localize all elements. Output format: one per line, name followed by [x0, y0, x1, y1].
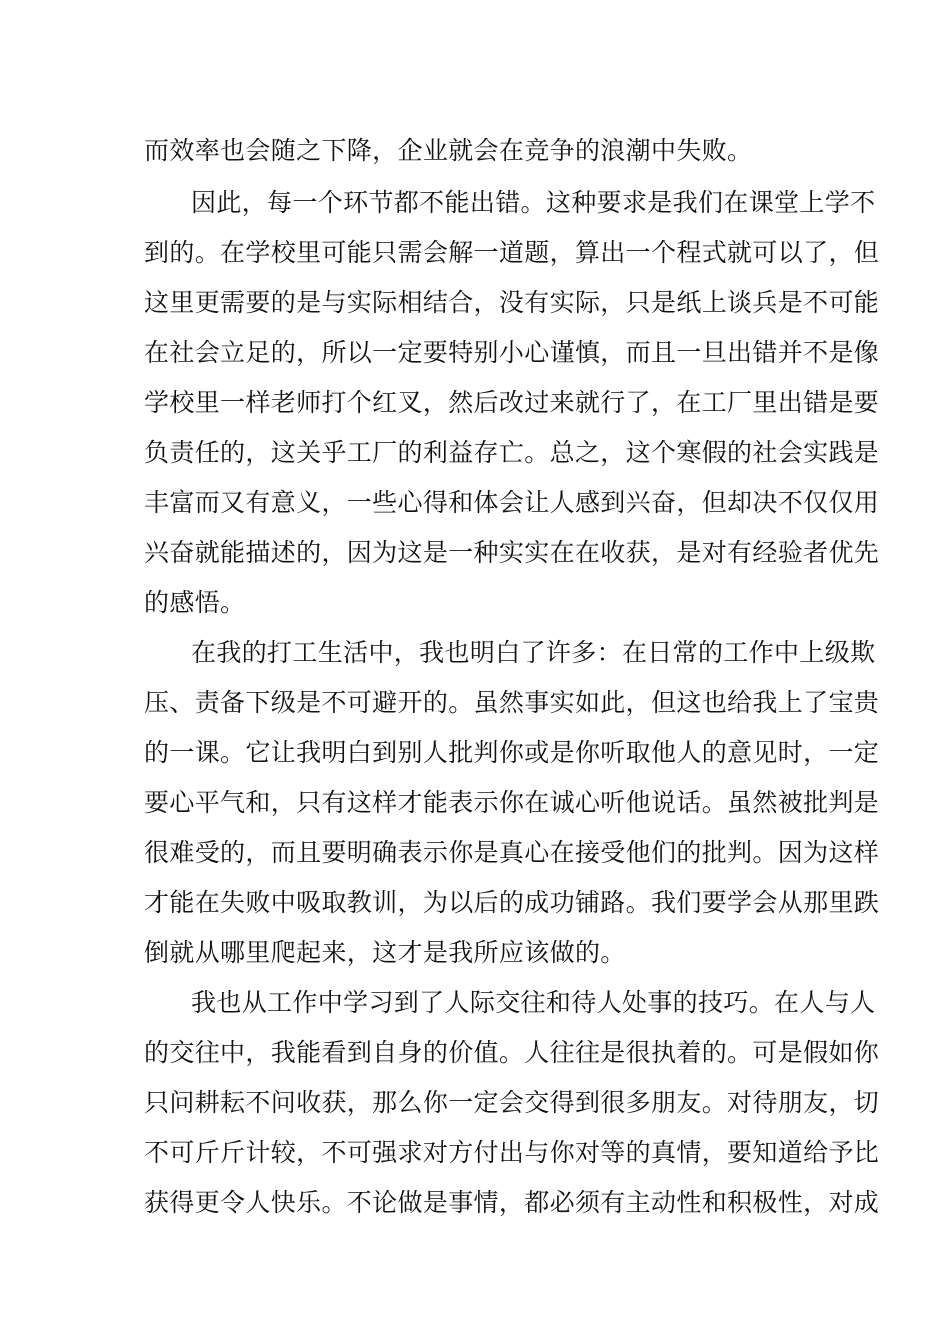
text-line: 到的。在学校里可能只需会解一道题，算出一个程式就可以了，但: [144, 238, 880, 267]
text-line: 倒就从哪里爬起来，这才是我所应该做的。: [144, 938, 626, 967]
text-line: 在社会立足的，所以一定要特别小心谨慎，而且一旦出错并不是像: [144, 338, 880, 367]
text-line: 这里更需要的是与实际相结合，没有实际，只是纸上谈兵是不可能: [144, 288, 880, 317]
text-line: 的一课。它让我明白到别人批判你或是你听取他人的意见时，一定: [144, 738, 880, 767]
paragraph-first-line: 因此，每一个环节都不能出错。这种要求是我们在课堂上学不: [191, 188, 876, 217]
text-line: 压、责备下级是不可避开的。虽然事实如此，但这也给我上了宝贵: [144, 688, 880, 717]
paragraph-first-line: 在我的打工生活中，我也明白了许多：在日常的工作中上级欺: [191, 638, 876, 667]
text-line: 很难受的，而且要明确表示你是真心在接受他们的批判。因为这样: [144, 838, 880, 867]
paragraph-first-line: 我也从工作中学习到了人际交往和待人处事的技巧。在人与人: [191, 988, 876, 1017]
text-line: 的感悟。: [144, 588, 246, 617]
text-line: 才能在失败中吸取教训，为以后的成功铺路。我们要学会从那里跌: [144, 888, 880, 917]
text-line: 丰富而又有意义，一些心得和体会让人感到兴奋，但却决不仅仅用: [144, 488, 880, 517]
text-line: 学校里一样老师打个红叉，然后改过来就行了，在工厂里出错是要: [144, 388, 880, 417]
text-line: 要心平气和，只有这样才能表示你在诚心听他说话。虽然被批判是: [144, 788, 880, 817]
text-line: 而效率也会随之下降，企业就会在竞争的浪潮中失败。: [144, 136, 753, 165]
text-line: 不可斤斤计较，不可强求对方付出与你对等的真情，要知道给予比: [144, 1138, 880, 1167]
text-line: 负责任的，这关乎工厂的利益存亡。总之，这个寒假的社会实践是: [144, 438, 880, 467]
text-line: 获得更令人快乐。不论做是事情，都必须有主动性和积极性，对成: [144, 1188, 880, 1217]
text-line: 只问耕耘不问收获，那么你一定会交得到很多朋友。对待朋友，切: [144, 1088, 880, 1117]
text-line: 兴奋就能描述的，因为这是一种实实在在收获，是对有经验者优先: [144, 538, 880, 567]
text-line: 的交往中，我能看到自身的价值。人往往是很执着的。可是假如你: [144, 1038, 880, 1067]
